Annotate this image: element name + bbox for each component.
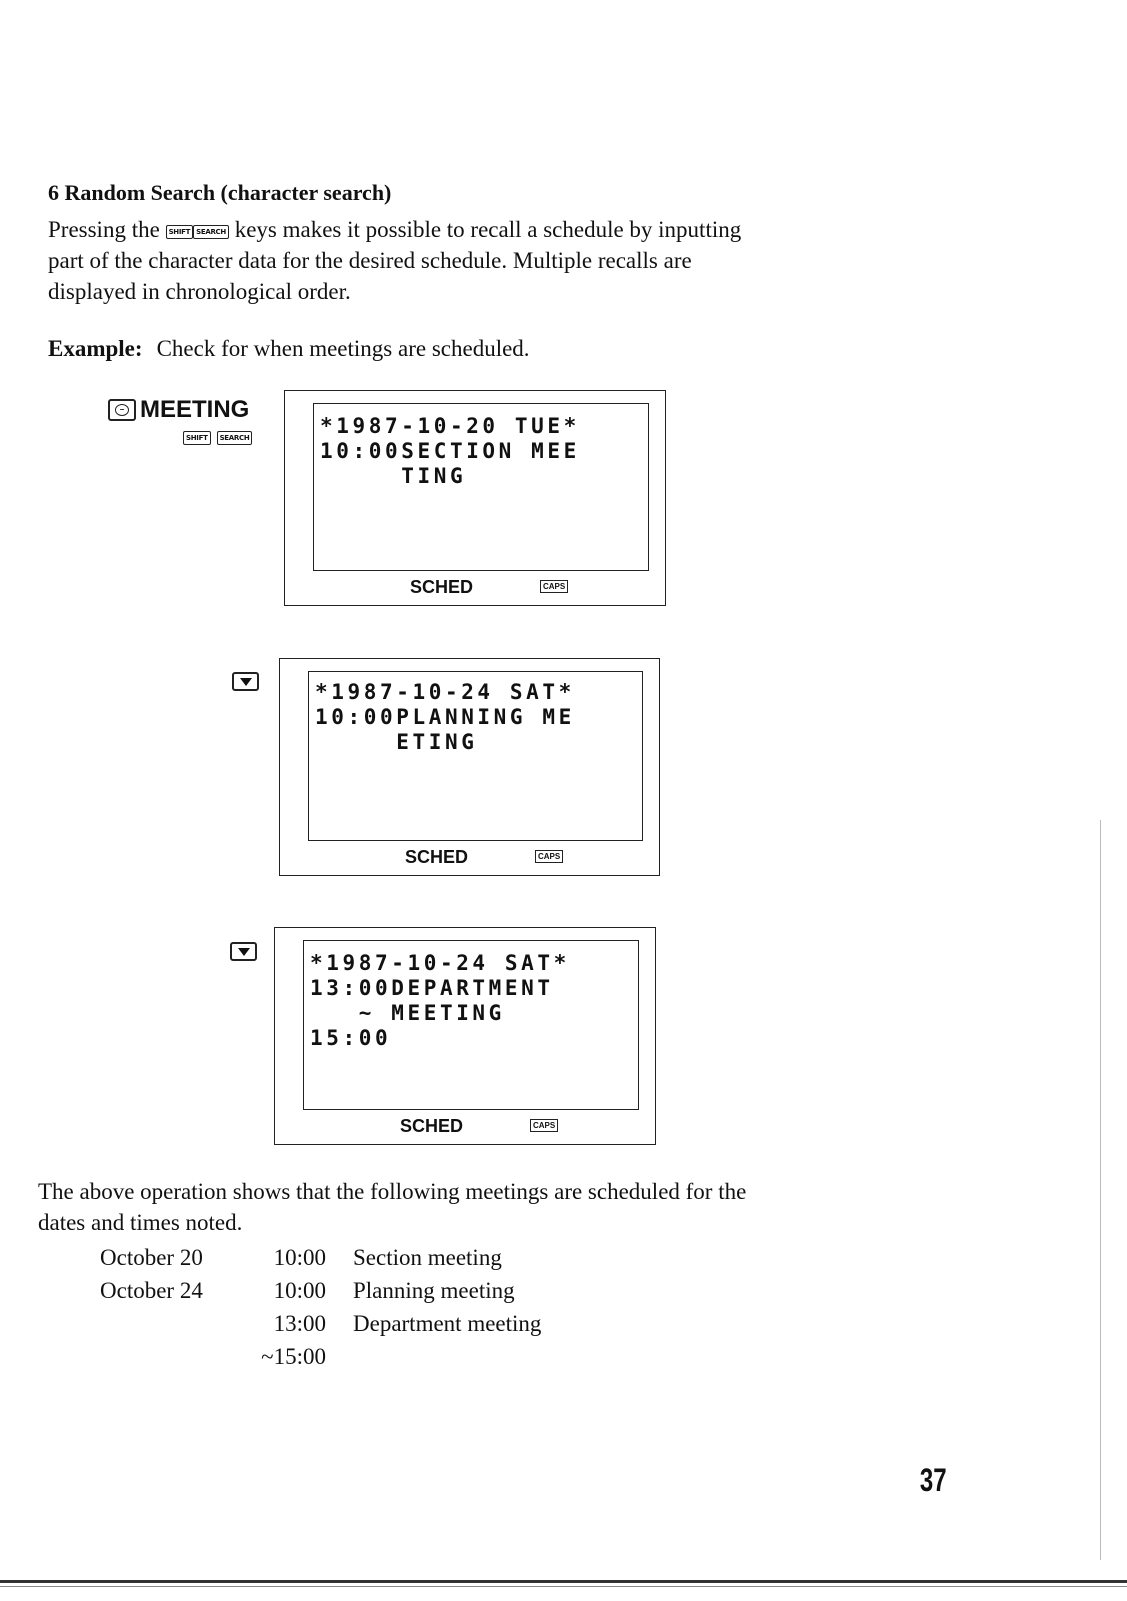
schedule-time: 10:00 [273, 1245, 326, 1270]
paragraph-line: displayed in chronological order. [48, 279, 351, 304]
paragraph-text: Pressing the [48, 217, 160, 242]
status-bar [275, 1116, 655, 1138]
lcd-line: *1987-10-20 TUE* [320, 414, 580, 438]
example-text: Check for when meetings are scheduled. [156, 336, 530, 361]
status-bar [280, 847, 659, 869]
page-number: 37 [920, 1462, 947, 1498]
lcd-line: *1987-10-24 SAT* [310, 951, 570, 975]
shift-key-icon: SHIFT [166, 225, 194, 239]
schedule-date: October 20 [100, 1245, 203, 1270]
status-mode-label: SCHED [410, 577, 474, 597]
schedule-desc: Planning meeting [353, 1278, 515, 1303]
caps-indicator-icon: CAPS [535, 850, 563, 863]
status-mode-label: SCHED [405, 847, 469, 867]
schedule-date: October 24 [100, 1278, 203, 1303]
bottom-rule [0, 1580, 1127, 1583]
step1-input-text: MEETING [140, 396, 250, 423]
shift-key-icon: SHIFT [183, 431, 211, 445]
lcd-line: ~ MEETING [310, 1001, 505, 1025]
paragraph-line [48, 214, 948, 245]
step1-keys [183, 431, 252, 445]
scan-margin-line [1100, 820, 1101, 1560]
section-paragraph [48, 214, 948, 307]
schedule-time: 10:00 [273, 1278, 326, 1303]
paragraph-text: keys makes it possible to recall a schedule by inputting [234, 217, 742, 242]
summary-paragraph [38, 1176, 938, 1238]
schedule-time: ~15:00 [261, 1344, 326, 1369]
search-key-icon: SEARCH [193, 225, 229, 239]
lcd-screen-1 [284, 390, 666, 606]
search-key-icon: SEARCH [217, 431, 253, 445]
lcd-display [308, 671, 643, 841]
example-line [48, 336, 530, 362]
lcd-line: ETING [315, 730, 478, 754]
lcd-display [303, 940, 639, 1110]
caps-indicator-icon: CAPS [530, 1119, 558, 1132]
status-mode-label: SCHED [400, 1116, 464, 1136]
caps-indicator-icon: CAPS [540, 580, 568, 593]
paragraph-line: part of the character data for the desired schedule. Multiple recalls are [48, 248, 692, 273]
lcd-line: 13:00DEPARTMENT [310, 976, 554, 1000]
lcd-line: TING [320, 464, 467, 488]
down-arrow-key-icon [232, 672, 259, 691]
lcd-line: 15:00 [310, 1026, 392, 1050]
schedule-time: 13:00 [273, 1311, 326, 1336]
schedule-mode-key-icon: − [108, 399, 136, 421]
schedule-desc: Department meeting [353, 1311, 542, 1336]
step1-input [108, 396, 249, 424]
bottom-rule-thin [0, 1586, 1127, 1587]
summary-line: dates and times noted. [38, 1210, 243, 1235]
summary-line: The above operation shows that the following meetings are scheduled for the [38, 1179, 747, 1204]
lcd-line: 10:00PLANNING ME [315, 705, 575, 729]
example-label: Example: [48, 336, 143, 361]
lcd-line: 10:00SECTION MEE [320, 439, 580, 463]
lcd-display [313, 403, 649, 571]
lcd-screen-3 [274, 927, 656, 1145]
down-arrow-key-icon [230, 942, 257, 961]
schedule-desc: Section meeting [353, 1245, 502, 1270]
section-heading: 6 Random Search (character search) [48, 180, 392, 205]
lcd-line: *1987-10-24 SAT* [315, 680, 575, 704]
lcd-screen-2 [279, 658, 660, 876]
status-bar [285, 577, 665, 599]
